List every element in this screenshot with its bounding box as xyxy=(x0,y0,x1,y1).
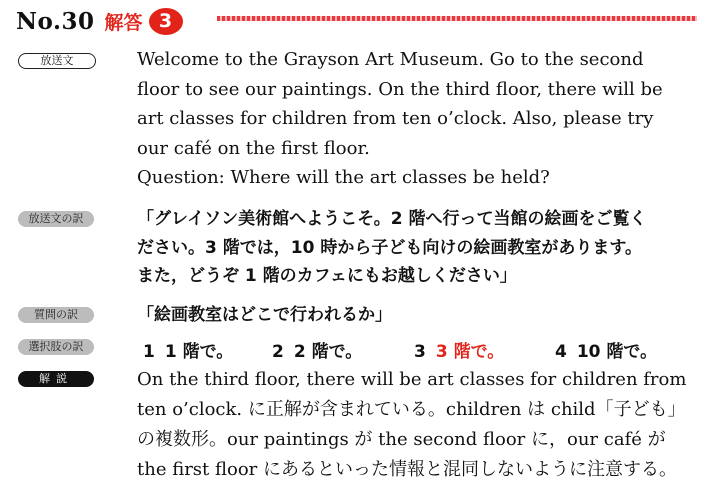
script-text xyxy=(137,45,697,193)
script-question: Question: Where will the art classes be held? xyxy=(137,167,550,188)
option-2: 2 2 階で。 xyxy=(272,342,363,362)
script-line: Welcome to the Grayson Art Museum. Go to the second xyxy=(137,49,644,70)
explanation-line: the first floor にあるといった情報と混同しないように注意する。 xyxy=(137,459,678,480)
script-translation-text xyxy=(137,205,703,291)
options-translation-label: 選択肢の訳 xyxy=(18,339,94,355)
script-line: our café on the first floor. xyxy=(137,137,370,159)
script-line: art classes for children from ten o’clock. Also, please try xyxy=(137,108,654,129)
explanation-label: 解説 xyxy=(18,371,94,387)
translation-line: また，どうぞ 1 階のカフェにもお越しください」 xyxy=(137,266,517,286)
header-divider xyxy=(217,16,697,21)
answer-label: 解答 xyxy=(104,11,143,34)
option-1: 1 1 階で。 xyxy=(143,342,234,362)
script-line: floor to see our paintings. On the third floor, there will be xyxy=(137,78,663,100)
question-translation-text: 「絵画教室はどこで行われるか」 xyxy=(137,305,392,325)
question-header xyxy=(16,6,183,36)
option-3-correct: 3 3 階で。 xyxy=(414,342,505,362)
explanation-line: ten o’clock. に正解が含まれている。children は child「子ども」 xyxy=(137,399,686,420)
answer-badge: 3 xyxy=(149,8,183,35)
question-number: No.30 xyxy=(16,7,95,35)
explanation-line: の複数形。our paintings が the second floor に，our café が xyxy=(137,429,666,450)
script-translation-label: 放送文の訳 xyxy=(18,211,94,227)
script-label: 放送文 xyxy=(18,53,96,69)
explanation-text xyxy=(137,365,697,485)
question-translation-label: 質問の訳 xyxy=(18,307,94,323)
options-list xyxy=(137,337,697,363)
option-4: 4 10 階で。 xyxy=(555,342,658,362)
explanation-line: On the third floor, there will be art classes for children from xyxy=(137,369,687,390)
translation-line: ださい。3 階では，10 時から子ども向けの絵画教室があります。 xyxy=(137,237,642,258)
translation-line: 「グレイソン美術館へようこそ。2 階へ行って当館の絵画をご覧く xyxy=(137,209,647,229)
